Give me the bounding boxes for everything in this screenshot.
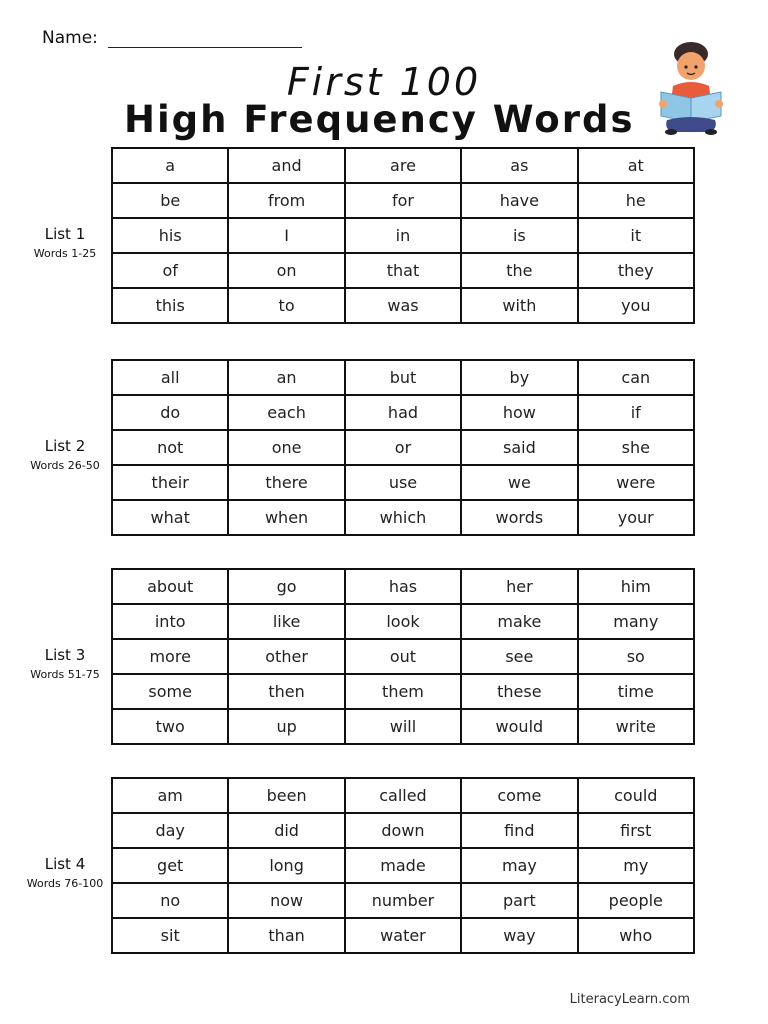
name-write-line	[108, 28, 302, 48]
word-cell: more	[112, 639, 228, 674]
word-cell: about	[112, 569, 228, 604]
left-hand	[659, 100, 667, 108]
word-cell: your	[578, 500, 694, 535]
word-cell: from	[228, 183, 344, 218]
word-cell: number	[345, 883, 461, 918]
table-row	[112, 569, 694, 604]
right-eye	[694, 65, 697, 68]
list-title: List 2	[44, 437, 86, 455]
word-cell: all	[112, 360, 228, 395]
word-cell: how	[461, 395, 577, 430]
child-reading-book-icon	[655, 40, 731, 138]
word-cell: into	[112, 604, 228, 639]
word-cell: make	[461, 604, 577, 639]
word-cell: have	[461, 183, 577, 218]
list-1-word-table	[111, 147, 695, 324]
word-cell: when	[228, 500, 344, 535]
word-cell: may	[461, 848, 577, 883]
word-cell: a	[112, 148, 228, 183]
word-cell: has	[345, 569, 461, 604]
word-cell: of	[112, 253, 228, 288]
word-cell: been	[228, 778, 344, 813]
table-row	[112, 253, 694, 288]
word-cell: said	[461, 430, 577, 465]
word-cell: as	[461, 148, 577, 183]
word-cell: her	[461, 569, 577, 604]
word-cell: do	[112, 395, 228, 430]
word-cell: it	[578, 218, 694, 253]
right-shoe	[705, 129, 717, 135]
word-cell: had	[345, 395, 461, 430]
word-cell: not	[112, 430, 228, 465]
word-cell: come	[461, 778, 577, 813]
word-cell: so	[578, 639, 694, 674]
word-cell: or	[345, 430, 461, 465]
left-eye	[684, 65, 687, 68]
word-cell: called	[345, 778, 461, 813]
word-cell: in	[345, 218, 461, 253]
word-cell: at	[578, 148, 694, 183]
page-title: High Frequency Words	[124, 98, 635, 141]
list-2-word-table	[111, 359, 695, 536]
word-cell: one	[228, 430, 344, 465]
word-cell: them	[345, 674, 461, 709]
word-cell: like	[228, 604, 344, 639]
word-cell: my	[578, 848, 694, 883]
list-title: List 3	[44, 646, 86, 664]
word-cell: for	[345, 183, 461, 218]
table-row	[112, 848, 694, 883]
word-cell: that	[345, 253, 461, 288]
table-row	[112, 778, 694, 813]
list-subtitle: Words 26-50	[30, 459, 100, 472]
word-cell: some	[112, 674, 228, 709]
word-cell: water	[345, 918, 461, 953]
name-field	[42, 28, 302, 48]
word-cell: than	[228, 918, 344, 953]
word-cell: to	[228, 288, 344, 323]
word-cell: people	[578, 883, 694, 918]
word-cell: he	[578, 183, 694, 218]
table-row	[112, 360, 694, 395]
table-row	[112, 288, 694, 323]
word-cell: then	[228, 674, 344, 709]
word-cell: their	[112, 465, 228, 500]
word-cell: with	[461, 288, 577, 323]
table-row	[112, 183, 694, 218]
word-cell: made	[345, 848, 461, 883]
table-row	[112, 883, 694, 918]
word-cell: two	[112, 709, 228, 744]
word-cell: by	[461, 360, 577, 395]
word-cell: up	[228, 709, 344, 744]
word-cell: time	[578, 674, 694, 709]
word-cell: go	[228, 569, 344, 604]
left-shoe	[665, 129, 677, 135]
word-cell: other	[228, 639, 344, 674]
word-cell: would	[461, 709, 577, 744]
word-cell: these	[461, 674, 577, 709]
word-cell: words	[461, 500, 577, 535]
word-cell: there	[228, 465, 344, 500]
word-cell: no	[112, 883, 228, 918]
word-cell: are	[345, 148, 461, 183]
table-row	[112, 500, 694, 535]
table-row	[112, 674, 694, 709]
table-row	[112, 813, 694, 848]
word-cell: what	[112, 500, 228, 535]
word-cell: use	[345, 465, 461, 500]
list-4-word-table	[111, 777, 695, 954]
table-row	[112, 395, 694, 430]
word-cell: we	[461, 465, 577, 500]
table-row	[112, 465, 694, 500]
footer-site-credit: LiteracyLearn.com	[569, 992, 690, 1007]
word-cell: on	[228, 253, 344, 288]
table-row	[112, 639, 694, 674]
word-cell: his	[112, 218, 228, 253]
word-cell: but	[345, 360, 461, 395]
word-cell: way	[461, 918, 577, 953]
word-cell: many	[578, 604, 694, 639]
word-cell: each	[228, 395, 344, 430]
word-cell: she	[578, 430, 694, 465]
word-cell: could	[578, 778, 694, 813]
table-row	[112, 218, 694, 253]
word-cell: can	[578, 360, 694, 395]
word-cell: and	[228, 148, 344, 183]
name-label: Name:	[42, 28, 98, 48]
list-title: List 1	[44, 225, 86, 243]
word-cell: part	[461, 883, 577, 918]
word-cell: see	[461, 639, 577, 674]
list-3-word-table	[111, 568, 695, 745]
list-title: List 4	[44, 855, 86, 873]
table-row	[112, 604, 694, 639]
word-cell: now	[228, 883, 344, 918]
table-row	[112, 918, 694, 953]
word-cell: did	[228, 813, 344, 848]
right-hand	[715, 100, 723, 108]
word-cell: him	[578, 569, 694, 604]
table-row	[112, 709, 694, 744]
list-subtitle: Words 1-25	[33, 247, 97, 260]
word-cell: look	[345, 604, 461, 639]
word-cell: sit	[112, 918, 228, 953]
word-cell: write	[578, 709, 694, 744]
word-cell: the	[461, 253, 577, 288]
word-cell: they	[578, 253, 694, 288]
word-cell: an	[228, 360, 344, 395]
word-cell: first	[578, 813, 694, 848]
word-cell: day	[112, 813, 228, 848]
word-cell: out	[345, 639, 461, 674]
word-cell: you	[578, 288, 694, 323]
word-cell: am	[112, 778, 228, 813]
word-cell: down	[345, 813, 461, 848]
word-cell: find	[461, 813, 577, 848]
table-row	[112, 430, 694, 465]
list-subtitle: Words 51-75	[30, 668, 100, 681]
word-cell: long	[228, 848, 344, 883]
word-cell: which	[345, 500, 461, 535]
word-cell: I	[228, 218, 344, 253]
title-top-text: First 100	[286, 60, 482, 104]
word-cell: were	[578, 465, 694, 500]
word-cell: this	[112, 288, 228, 323]
table-row	[112, 148, 694, 183]
word-cell: if	[578, 395, 694, 430]
word-cell: will	[345, 709, 461, 744]
word-cell: be	[112, 183, 228, 218]
word-cell: is	[461, 218, 577, 253]
face-shape	[677, 52, 705, 80]
word-cell: get	[112, 848, 228, 883]
word-cell: who	[578, 918, 694, 953]
list-subtitle: Words 76-100	[26, 877, 104, 890]
word-cell: was	[345, 288, 461, 323]
